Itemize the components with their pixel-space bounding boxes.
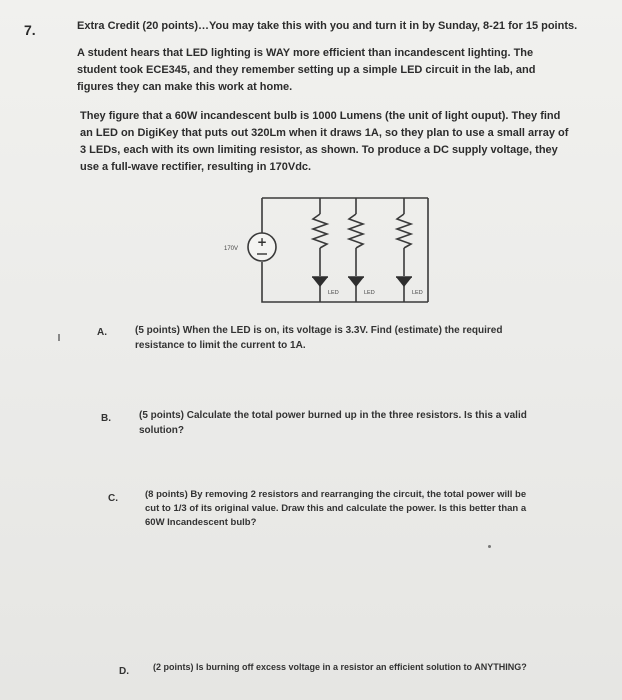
source-plus-sign: +	[256, 235, 268, 249]
resistor-2	[349, 214, 363, 248]
led-label-1: LED	[328, 290, 339, 296]
resistor-1	[313, 214, 327, 248]
question-intro: Extra Credit (20 points)…You may take this with you and turn it in by Sunday, 8-21 for 15 points.	[77, 20, 578, 32]
question-number: 7.	[24, 22, 36, 38]
part-d-text: (2 points) Is burning off excess voltage in a resistor an efficient solution to ANYTHING?	[153, 662, 527, 672]
stray-mark	[488, 545, 491, 548]
resistor-3	[397, 214, 411, 248]
part-c-text: (8 points) By removing 2 resistors and rearranging the circuit, the total power will be cut to 1/3 of its original value. Draw this and calculate the power. Is this better than a 60W Incandescent bulb?	[145, 489, 527, 528]
led-label-3: LED	[412, 290, 423, 296]
question-paragraph-2: They figure that a 60W incandescent bulb is 1000 Lumens (the unit of light ouput). They find an LED on DigiKey that puts out 320Lm when it draws 1A, so they plan to use a small array of 3 LEDs, each with its own limiting resistor, as shown. To produce a DC supply voltage, they use a full-wave rectifier, resulting in 170Vdc.	[80, 110, 569, 173]
led-label-2: LED	[364, 290, 375, 296]
question-paragraph-1: A student hears that LED lighting is WAY more efficient than incandescent lighting. The student took ECE345, and they remember setting up a simple LED circuit in the lab, and figures they can make this work at home.	[77, 47, 536, 93]
part-a-text: (5 points) When the LED is on, its voltage is 3.3V. Find (estimate) the required resistance to limit the current to 1A.	[135, 325, 503, 351]
part-b-label: B.	[101, 413, 111, 424]
source-voltage-label: 170V	[224, 246, 239, 252]
led-3	[396, 277, 412, 287]
part-b-text: (5 points) Calculate the total power burned up in the three resistors. Is this a valid solution?	[139, 410, 527, 436]
led-2	[348, 277, 364, 287]
part-d-label: D.	[119, 666, 129, 677]
part-c-label: C.	[108, 493, 118, 504]
led-1	[312, 277, 328, 287]
pencil-mark	[58, 334, 60, 341]
part-a-label: A.	[97, 327, 107, 338]
